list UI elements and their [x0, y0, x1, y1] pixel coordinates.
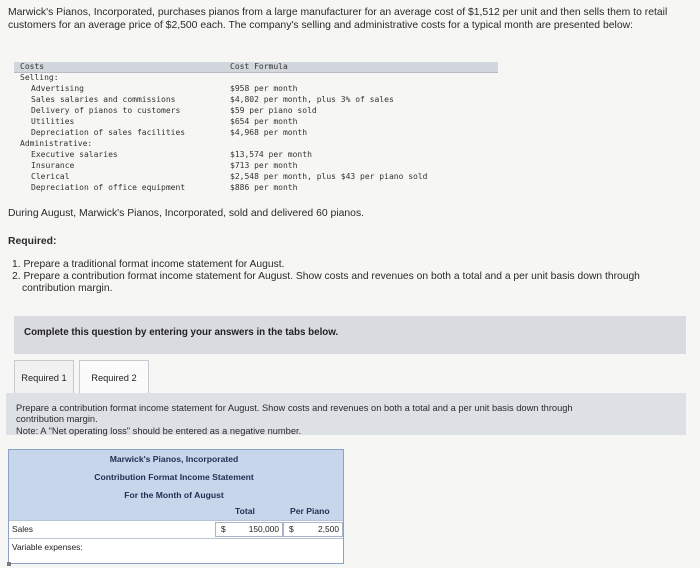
income-statement: [8, 449, 344, 564]
required-item-2: 2. Prepare a contribution format income statement for August. Show costs and revenues on both a total and a per unit basis down through contribution margin.: [12, 271, 640, 294]
cost-formula: $2,548 per month, plus $43 per piano sold: [230, 172, 428, 181]
tab-label: Required 2: [91, 373, 137, 383]
statement-row-variable-expenses: [9, 538, 343, 555]
cost-formula: $59 per piano sold: [230, 106, 317, 115]
cost-label: Delivery of pianos to customers: [31, 106, 181, 115]
cost-row: [14, 139, 498, 150]
header-costs: Costs: [20, 62, 45, 71]
august-sales-text: During August, Marwick's Pianos, Incorporated, sold and delivered 60 pianos.: [8, 208, 365, 219]
sales-total-input[interactable]: [215, 522, 283, 537]
statement-header: [9, 450, 343, 520]
column-header-total: Total: [235, 506, 255, 516]
cost-formula: $886 per month: [230, 183, 298, 192]
required-list: [8, 259, 688, 295]
sales-per-piano-input[interactable]: [283, 522, 343, 537]
sales-per-piano-value: 2,500: [318, 524, 339, 534]
instructions-panel: [6, 393, 686, 435]
row-label: Variable expenses:: [12, 542, 83, 552]
tab-label: Required 1: [21, 373, 67, 383]
column-header-per-piano: Per Piano: [290, 506, 330, 516]
statement-period: For the Month of August: [124, 490, 224, 500]
cost-label: Depreciation of sales facilities: [31, 128, 186, 137]
cost-formula: $4,968 per month: [230, 128, 308, 137]
required-item-1: 1. Prepare a traditional format income statement for August.: [12, 259, 285, 270]
required-heading: Required:: [8, 236, 57, 247]
cost-label: Utilities: [31, 117, 75, 126]
cost-row: [14, 95, 498, 106]
cost-row: [14, 117, 498, 128]
cost-label: Sales salaries and commissions: [31, 95, 176, 104]
cost-table: [14, 62, 498, 194]
cost-row: [14, 106, 498, 117]
statement-title: Contribution Format Income Statement: [94, 472, 254, 482]
cost-label: Insurance: [31, 161, 75, 170]
cost-row: [14, 161, 498, 172]
banner-text: Complete this question by entering your answers in the tabs below.: [24, 327, 339, 338]
cost-table-header: [14, 62, 498, 73]
cost-label: Depreciation of office equipment: [31, 183, 186, 192]
instruction-banner: [14, 316, 686, 354]
statement-row-sales: [9, 520, 343, 537]
cost-label: Selling:: [20, 73, 59, 82]
company-name: Marwick's Pianos, Incorporated: [109, 454, 239, 464]
scroll-marker: [7, 562, 11, 566]
row-label: Sales: [12, 524, 33, 534]
cost-formula: $4,802 per month, plus 3% of sales: [230, 95, 394, 104]
cost-row: [14, 172, 498, 183]
cost-row: [14, 84, 498, 95]
cost-formula: $713 per month: [230, 161, 298, 170]
cost-label: Administrative:: [20, 139, 93, 148]
cost-row: [14, 150, 498, 161]
tab-required-1[interactable]: [14, 360, 74, 393]
note-text: Note: A "Net operating loss" should be entered as a negative number.: [16, 426, 302, 436]
instructions-text: Prepare a contribution format income statement for August. Show costs and revenues on both a total and a per unit basis down through contribution margin.: [16, 403, 573, 424]
intro-paragraph: Marwick's Pianos, Incorporated, purchases pianos from a large manufacturer for an average cost of $1,512 per unit and then sells them to retail customers for an average price of $2,500 each. The company's selling and administrative costs for a typical month are presented below:: [8, 7, 668, 31]
cost-label: Executive salaries: [31, 150, 118, 159]
cost-formula: $958 per month: [230, 84, 298, 93]
cost-label: Advertising: [31, 84, 84, 93]
cost-row: [14, 183, 498, 194]
currency-sign: $: [221, 524, 226, 534]
header-cost-formula: Cost Formula: [230, 62, 288, 71]
tab-required-2[interactable]: [79, 360, 149, 393]
cost-row: [14, 73, 498, 84]
cost-formula: $13,574 per month: [230, 150, 312, 159]
sales-total-value: 150,000: [248, 524, 279, 534]
cost-formula: $654 per month: [230, 117, 298, 126]
currency-sign: $: [289, 524, 294, 534]
cost-row: [14, 128, 498, 139]
cost-label: Clerical: [31, 172, 70, 181]
